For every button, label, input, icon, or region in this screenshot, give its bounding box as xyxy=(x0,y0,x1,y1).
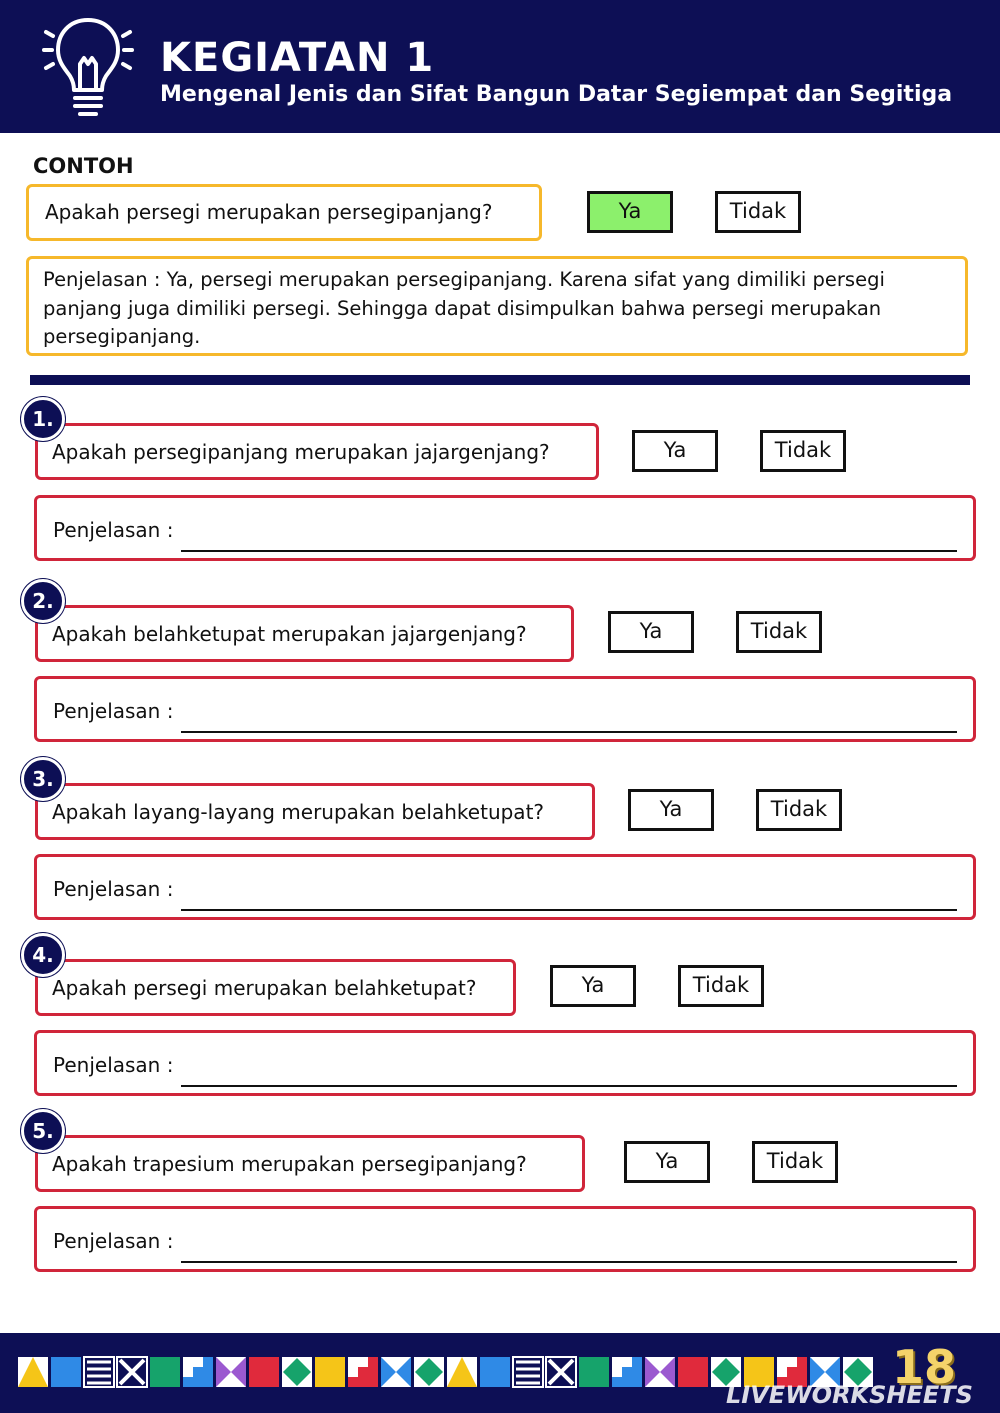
example-yes-option: Ya xyxy=(587,191,673,233)
question-1-yes-button[interactable]: Ya xyxy=(632,430,718,472)
pattern-tile xyxy=(678,1357,708,1387)
question-3-yes-button[interactable]: Ya xyxy=(628,789,714,831)
pattern-tile xyxy=(249,1357,279,1387)
example-no-option: Tidak xyxy=(715,191,801,233)
pattern-tile xyxy=(18,1357,48,1387)
question-1-box: Apakah persegipanjang merupakan jajargenjang? xyxy=(35,423,599,480)
question-4-no-button[interactable]: Tidak xyxy=(678,965,764,1007)
question-2-number: 2. xyxy=(21,579,65,623)
question-4-yes-button[interactable]: Ya xyxy=(550,965,636,1007)
question-5-explanation[interactable] xyxy=(34,1206,976,1272)
pattern-tile xyxy=(51,1357,81,1387)
pattern-tile xyxy=(414,1357,444,1387)
answer-line[interactable] xyxy=(181,1051,957,1087)
example-question: Apakah persegi merupakan persegipanjang? xyxy=(26,184,542,241)
watermark-logo: LIVEWORKSHEETS xyxy=(726,1381,973,1409)
question-5-box: Apakah trapesium merupakan persegipanjang? xyxy=(35,1135,585,1192)
question-5-no-button[interactable]: Tidak xyxy=(752,1141,838,1183)
explanation-label: Penjelasan : xyxy=(53,1053,174,1077)
pattern-tile xyxy=(150,1357,180,1387)
pattern-tile xyxy=(480,1357,510,1387)
header-banner xyxy=(0,0,1000,133)
answer-line[interactable] xyxy=(181,516,957,552)
question-4-number: 4. xyxy=(21,933,65,977)
explanation-label: Penjelasan : xyxy=(53,518,174,542)
explanation-label: Penjelasan : xyxy=(53,877,174,901)
pattern-tile xyxy=(447,1357,477,1387)
explanation-label: Penjelasan : xyxy=(53,699,174,723)
example-explanation: Penjelasan : Ya, persegi merupakan persegipanjang. Karena sifat yang dimiliki persegi panjang juga dimiliki persegi. Sehingga dapat disimpulkan bahwa persegi merupakan persegipanjang. xyxy=(26,256,968,356)
pattern-tile xyxy=(315,1357,345,1387)
page-title: KEGIATAN 1 xyxy=(160,35,435,81)
pattern-tile xyxy=(117,1357,147,1387)
answer-line[interactable] xyxy=(181,875,957,911)
pattern-tile xyxy=(513,1357,543,1387)
lightbulb-icon xyxy=(38,14,138,122)
question-1-no-button[interactable]: Tidak xyxy=(760,430,846,472)
pattern-tile xyxy=(546,1357,576,1387)
question-2-explanation[interactable] xyxy=(34,676,976,742)
question-4-explanation[interactable] xyxy=(34,1030,976,1096)
pattern-tile xyxy=(348,1357,378,1387)
explanation-label: Penjelasan : xyxy=(53,1229,174,1253)
answer-line[interactable] xyxy=(181,697,957,733)
example-label: CONTOH xyxy=(33,154,134,178)
pattern-tile xyxy=(183,1357,213,1387)
question-1-number: 1. xyxy=(21,397,65,441)
section-divider xyxy=(30,375,970,385)
question-5-number: 5. xyxy=(21,1109,65,1153)
pattern-tile xyxy=(645,1357,675,1387)
pattern-tile xyxy=(84,1357,114,1387)
page-subtitle: Mengenal Jenis dan Sifat Bangun Datar Segiempat dan Segitiga xyxy=(160,82,953,107)
pattern-tile xyxy=(579,1357,609,1387)
question-1-explanation[interactable] xyxy=(34,495,976,561)
pattern-tile xyxy=(216,1357,246,1387)
question-2-yes-button[interactable]: Ya xyxy=(608,611,694,653)
page-number: 18 xyxy=(892,1340,957,1394)
question-3-explanation[interactable] xyxy=(34,854,976,920)
question-3-no-button[interactable]: Tidak xyxy=(756,789,842,831)
question-5-yes-button[interactable]: Ya xyxy=(624,1141,710,1183)
question-2-box: Apakah belahketupat merupakan jajargenjang? xyxy=(35,605,574,662)
question-3-box: Apakah layang-layang merupakan belahketupat? xyxy=(35,783,595,840)
pattern-tile xyxy=(381,1357,411,1387)
question-4-box: Apakah persegi merupakan belahketupat? xyxy=(35,959,516,1016)
pattern-tile xyxy=(282,1357,312,1387)
pattern-tile xyxy=(612,1357,642,1387)
question-2-no-button[interactable]: Tidak xyxy=(736,611,822,653)
answer-line[interactable] xyxy=(181,1227,957,1263)
question-3-number: 3. xyxy=(21,757,65,801)
